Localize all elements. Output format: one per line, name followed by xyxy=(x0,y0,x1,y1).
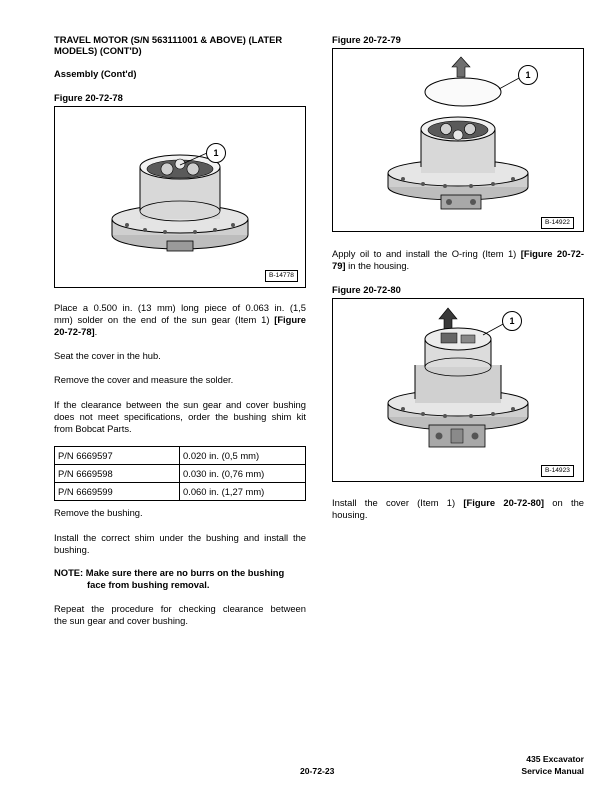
note-line1: NOTE: Make sure there are no burrs on the bushing xyxy=(54,567,285,578)
repeat-line2: the sun gear and cover bushing. xyxy=(54,615,188,627)
part-number-cell: P/N 6669597 xyxy=(55,447,180,465)
clearance-line3: from Bobcat Parts. xyxy=(54,423,132,435)
shim-size-cell: 0.030 in. (0,76 mm) xyxy=(180,465,306,483)
solder-text: mm) solder on the end of the sun gear (Item 1) xyxy=(54,314,270,326)
figure-79-label: Figure 20-72-79 xyxy=(332,34,401,45)
remove-bushing-paragraph: Remove the bushing. xyxy=(54,507,143,518)
figure-80-frame xyxy=(332,298,584,482)
figure-79-code: B-14922 xyxy=(541,217,574,229)
shim-size-cell: 0.020 in. (0,5 mm) xyxy=(180,447,306,465)
install-shim-line2: bushing. xyxy=(54,544,90,556)
oring-figure-ref-a: [Figure 20-72- xyxy=(520,248,584,259)
note-line2: face from bushing removal. xyxy=(87,579,210,591)
part-number-cell: P/N 6669599 xyxy=(55,483,180,501)
table-row xyxy=(55,465,306,483)
install-cover-text: Install the cover (Item 1) xyxy=(332,497,456,508)
solder-paragraph-line2 xyxy=(54,314,306,326)
shim-size-cell: 0.060 in. (1,27 mm) xyxy=(180,483,306,501)
clearance-line1: If the clearance between the sun gear and cover bushing xyxy=(54,399,306,410)
install-cover-figure-ref: [Figure 20-72-80] xyxy=(463,497,545,508)
install-shim-paragraph xyxy=(54,532,306,556)
figure-78-illustration xyxy=(55,107,305,287)
repeat-paragraph xyxy=(54,603,306,627)
section-title-line1: TRAVEL MOTOR (S/N 563111001 & ABOVE) (LATER xyxy=(54,34,283,45)
figure-78-code: B-14778 xyxy=(265,270,298,282)
page-number: 20-72-23 xyxy=(300,766,335,776)
solder-paragraph-line1: Place a 0.500 in. (13 mm) long piece of 0.063 in. (1,5 xyxy=(54,302,306,313)
note-block xyxy=(54,567,306,591)
install-cover-paragraph xyxy=(332,497,584,521)
install-cover-line1 xyxy=(332,497,584,509)
figure-80-code: B-14923 xyxy=(541,465,574,477)
section-title-line2: MODELS) (CONT'D) xyxy=(54,45,142,56)
subheading: Assembly (Cont'd) xyxy=(54,68,137,79)
solder-figure-ref-b: 20-72-78] xyxy=(54,326,95,338)
oring-line2 xyxy=(332,260,584,272)
seat-cover-paragraph: Seat the cover in the hub. xyxy=(54,350,161,361)
oring-line1 xyxy=(332,248,584,260)
footer-manual: Service Manual xyxy=(521,766,584,776)
oring-text: Apply oil to and install the O-ring (Item 1) xyxy=(332,248,517,259)
install-cover-end: on the xyxy=(544,497,584,508)
clearance-line2: does not meet specifications, order the bushing shim kit xyxy=(54,411,306,423)
figure-80-callout: 1 xyxy=(502,311,522,331)
figure-80-illustration xyxy=(333,299,583,481)
oring-paragraph xyxy=(332,248,584,272)
oring-end: in the housing. xyxy=(345,260,410,272)
repeat-line1: Repeat the procedure for checking clearance between xyxy=(54,603,306,614)
figure-78-callout: 1 xyxy=(206,143,226,163)
clearance-paragraph xyxy=(54,399,306,436)
figure-78-frame xyxy=(54,106,306,288)
figure-79-callout: 1 xyxy=(518,65,538,85)
figure-79-illustration xyxy=(333,49,583,231)
table-row xyxy=(55,447,306,465)
shim-kit-table xyxy=(54,446,306,501)
table-row xyxy=(55,483,306,501)
install-cover-line2: housing. xyxy=(332,509,368,521)
part-number-cell: P/N 6669598 xyxy=(55,465,180,483)
solder-paragraph-line3 xyxy=(54,326,306,338)
figure-78-label: Figure 20-72-78 xyxy=(54,92,123,103)
remove-cover-paragraph: Remove the cover and measure the solder. xyxy=(54,374,234,385)
install-shim-line1: Install the correct shim under the bushing and install the xyxy=(54,532,306,543)
footer-model: 435 Excavator xyxy=(526,754,584,764)
solder-end: . xyxy=(94,326,98,338)
figure-80-label: Figure 20-72-80 xyxy=(332,284,401,295)
solder-figure-ref-a: [Figure xyxy=(274,314,306,326)
figure-79-frame xyxy=(332,48,584,232)
solder-paragraph xyxy=(54,302,306,339)
section-title xyxy=(54,34,314,56)
oring-figure-ref-b: 79] xyxy=(332,260,346,272)
